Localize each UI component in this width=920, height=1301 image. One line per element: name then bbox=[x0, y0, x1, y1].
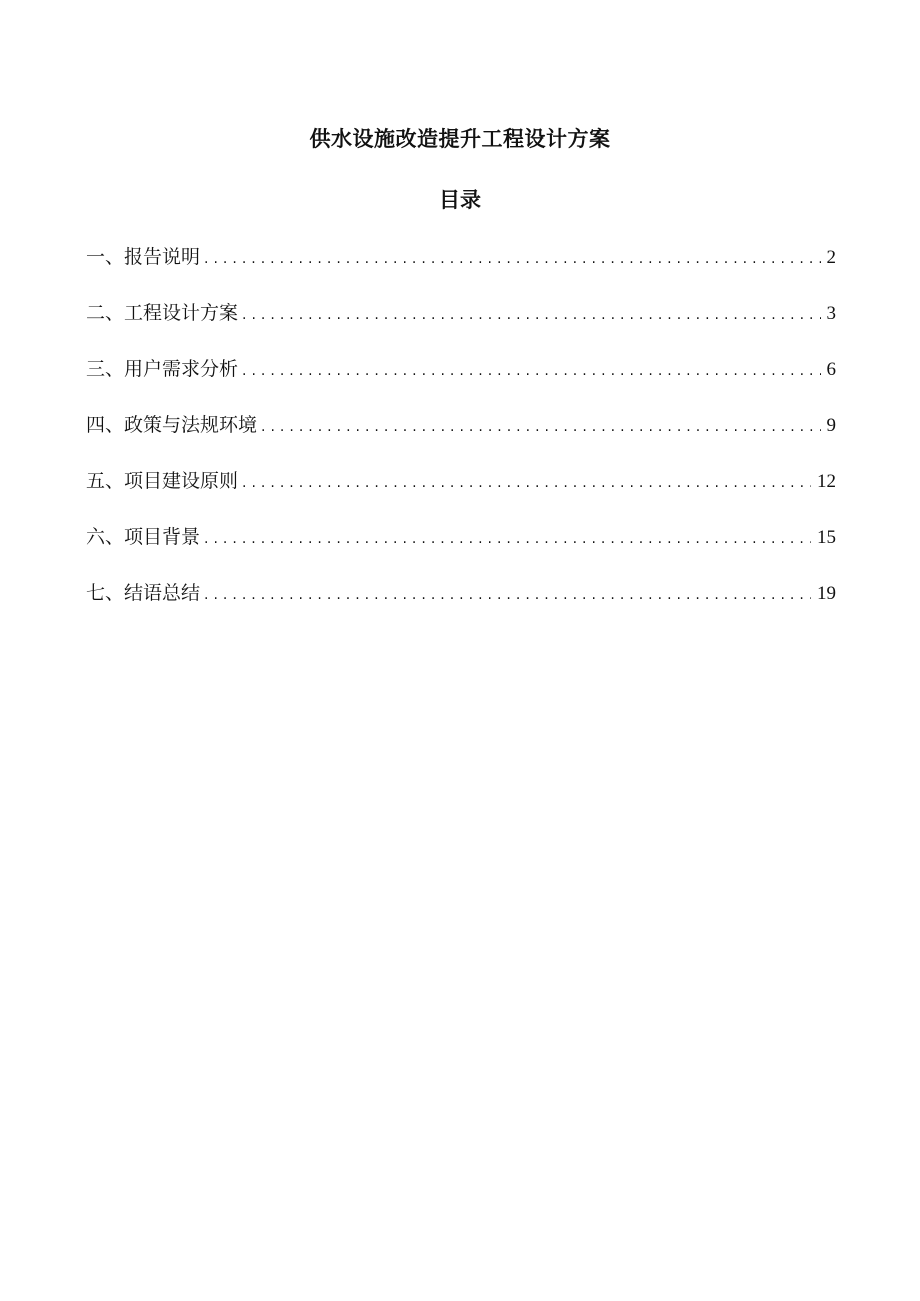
document-title: 供水设施改造提升工程设计方案 bbox=[309, 126, 611, 151]
toc-entry-label: 六、项目背景 bbox=[86, 526, 201, 548]
toc-dot-leader bbox=[261, 413, 820, 441]
toc-entry-label: 三、用户需求分析 bbox=[86, 358, 239, 380]
toc-entry-2[interactable] bbox=[86, 299, 836, 355]
toc-entry-label: 七、结语总结 bbox=[86, 582, 201, 604]
table-of-contents bbox=[86, 243, 836, 635]
toc-entry-page: 2 bbox=[826, 247, 836, 268]
toc-entry-page: 6 bbox=[826, 359, 836, 380]
toc-dot-leader bbox=[242, 301, 820, 329]
toc-entry-page: 19 bbox=[817, 583, 836, 604]
toc-dot-leader bbox=[242, 469, 811, 497]
toc-entry-page: 12 bbox=[817, 471, 836, 492]
toc-entry-1[interactable] bbox=[86, 243, 836, 299]
toc-dot-leader bbox=[204, 581, 811, 609]
toc-entry-6[interactable] bbox=[86, 523, 836, 579]
toc-heading: 目录 bbox=[439, 187, 481, 212]
toc-dot-leader bbox=[204, 245, 820, 273]
toc-entry-page: 15 bbox=[817, 527, 836, 548]
toc-entry-page: 9 bbox=[826, 415, 836, 436]
toc-dot-leader bbox=[204, 525, 811, 553]
toc-entry-7[interactable] bbox=[86, 579, 836, 635]
toc-entry-3[interactable] bbox=[86, 355, 836, 411]
toc-entry-5[interactable] bbox=[86, 467, 836, 523]
toc-dot-leader bbox=[242, 357, 820, 385]
toc-entry-page: 3 bbox=[826, 303, 836, 324]
toc-entry-label: 二、工程设计方案 bbox=[86, 302, 239, 324]
toc-entry-4[interactable] bbox=[86, 411, 836, 467]
toc-entry-label: 五、项目建设原则 bbox=[86, 470, 239, 492]
toc-entry-label: 一、报告说明 bbox=[86, 246, 201, 268]
toc-entry-label: 四、政策与法规环境 bbox=[86, 414, 258, 436]
